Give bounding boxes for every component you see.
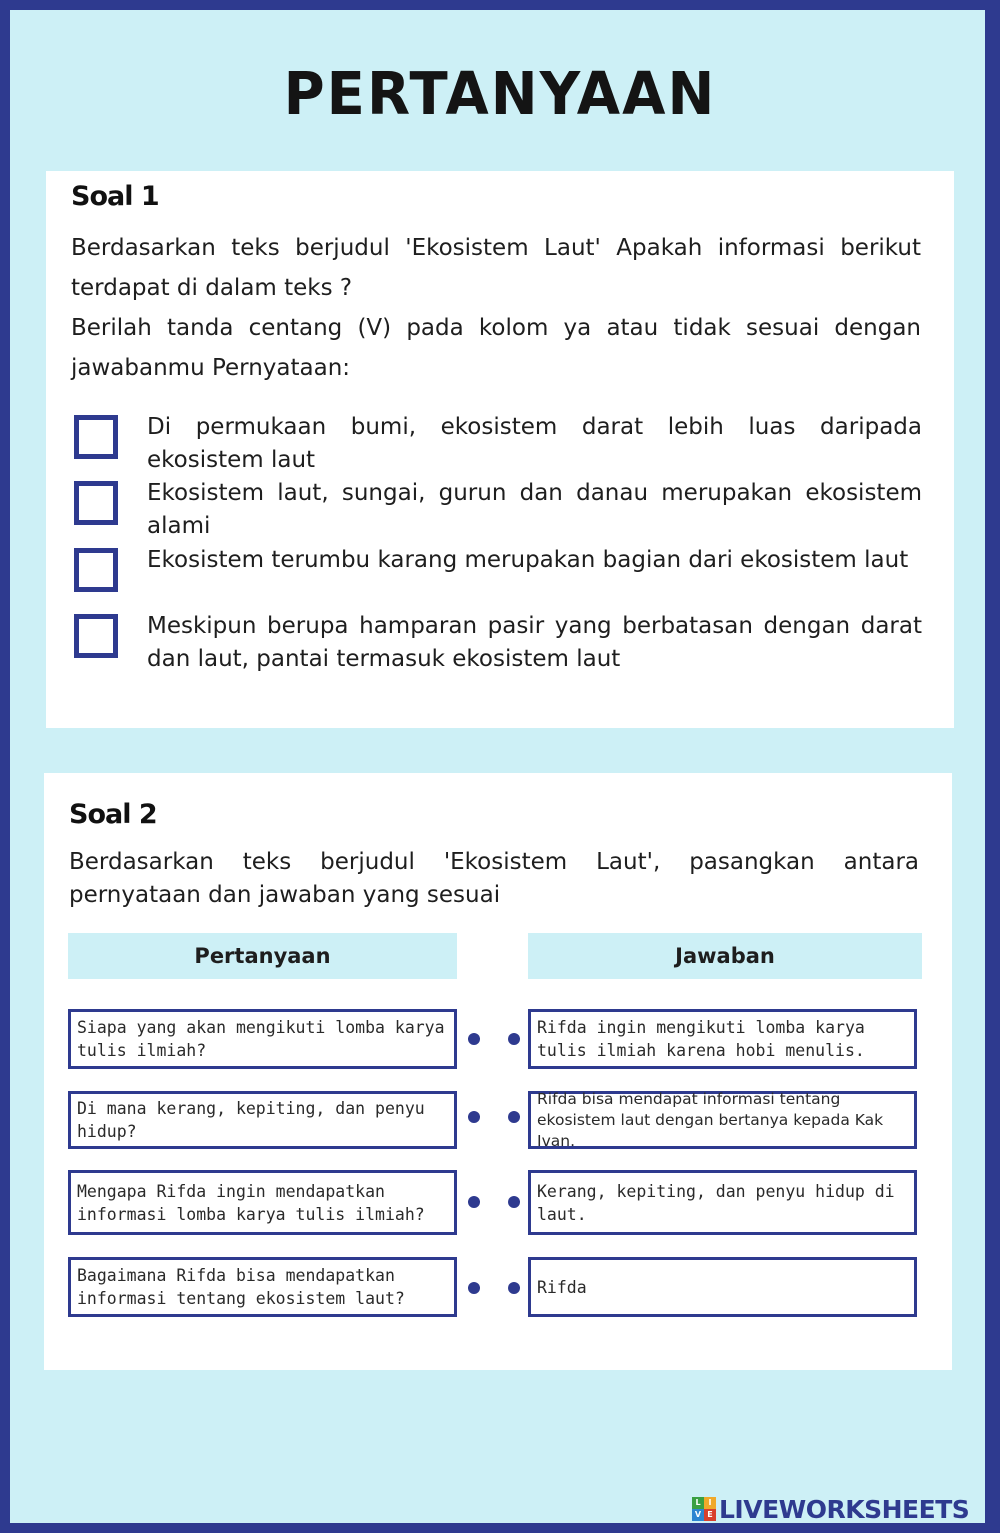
statement-row-3 bbox=[74, 544, 924, 606]
question-box-4[interactable]: Bagaimana Rifda bisa mendapatkan informasi tentang ekosistem laut? bbox=[68, 1257, 457, 1317]
logo-letter-v: V bbox=[692, 1509, 704, 1521]
statement-text-3: Ekosistem terumbu karang merupakan bagian dari ekosistem laut bbox=[147, 547, 909, 573]
answer-box-2[interactable]: Rifda bisa mendapat informasi tentang ekosistem laut dengan bertanya kepada Kak Ivan. bbox=[528, 1091, 917, 1149]
statement-text-1: Di permukaan bumi, ekosistem darat lebih luas daripada ekosistem laut bbox=[147, 414, 922, 473]
statement-row-4 bbox=[74, 610, 924, 672]
question-1-card bbox=[46, 171, 954, 728]
statement-checkbox-4[interactable] bbox=[74, 614, 118, 658]
logo-letter-i: I bbox=[704, 1497, 716, 1509]
page-title: PERTANYAAN bbox=[283, 60, 717, 129]
liveworksheets-logo bbox=[692, 1494, 969, 1524]
statement-row-2 bbox=[74, 477, 924, 539]
answer-connector-dot-2[interactable] bbox=[508, 1111, 520, 1123]
statement-row-1 bbox=[74, 411, 924, 473]
question-box-2[interactable]: Di mana kerang, kepiting, dan penyu hidup? bbox=[68, 1091, 457, 1149]
question-box-1[interactable]: Siapa yang akan mengikuti lomba karya tulis ilmiah? bbox=[68, 1009, 457, 1069]
answer-connector-dot-4[interactable] bbox=[508, 1282, 520, 1294]
answer-box-4[interactable]: Rifda bbox=[528, 1257, 917, 1317]
logo-letter-e: E bbox=[704, 1509, 716, 1521]
statement-text-2: Ekosistem laut, sungai, gurun dan danau merupakan ekosistem alami bbox=[147, 480, 922, 539]
statement-checkbox-3[interactable] bbox=[74, 548, 118, 592]
question-1-label: Soal 1 bbox=[71, 181, 159, 212]
liveworksheets-logo-text: LIVEWORKSHEETS bbox=[719, 1494, 970, 1524]
question-connector-dot-1[interactable] bbox=[468, 1033, 480, 1045]
answer-column-header: Jawaban bbox=[528, 933, 922, 979]
statement-checkbox-1[interactable] bbox=[74, 415, 118, 459]
question-2-card bbox=[44, 773, 952, 1370]
liveworksheets-logo-icon bbox=[692, 1497, 716, 1521]
question-2-instruction: Berdasarkan teks berjudul 'Ekosistem Laut', pasangkan antara pernyataan dan jawaban yang sesuai bbox=[69, 849, 919, 908]
statement-checkbox-2[interactable] bbox=[74, 481, 118, 525]
question-box-3[interactable]: Mengapa Rifda ingin mendapatkan informasi lomba karya tulis ilmiah? bbox=[68, 1170, 457, 1235]
question-2-label: Soal 2 bbox=[69, 799, 157, 830]
answer-box-3[interactable]: Kerang, kepiting, dan penyu hidup di laut. bbox=[528, 1170, 917, 1235]
logo-letter-l: L bbox=[692, 1497, 704, 1509]
question-1-instruction: Berdasarkan teks berjudul 'Ekosistem Laut' Apakah informasi berikut terdapat di dalam teks ? bbox=[71, 235, 921, 301]
statement-text-4: Meskipun berupa hamparan pasir yang berbatasan dengan darat dan laut, pantai termasuk ekosistem laut bbox=[147, 613, 922, 672]
question-1-instruction-2: Berilah tanda centang (V) pada kolom ya atau tidak sesuai dengan jawabanmu Pernyataan: bbox=[71, 315, 921, 381]
question-connector-dot-4[interactable] bbox=[468, 1282, 480, 1294]
answer-connector-dot-3[interactable] bbox=[508, 1196, 520, 1208]
answer-box-1[interactable]: Rifda ingin mengikuti lomba karya tulis ilmiah karena hobi menulis. bbox=[528, 1009, 917, 1069]
question-connector-dot-2[interactable] bbox=[468, 1111, 480, 1123]
question-connector-dot-3[interactable] bbox=[468, 1196, 480, 1208]
question-column-header: Pertanyaan bbox=[68, 933, 457, 979]
answer-connector-dot-1[interactable] bbox=[508, 1033, 520, 1045]
